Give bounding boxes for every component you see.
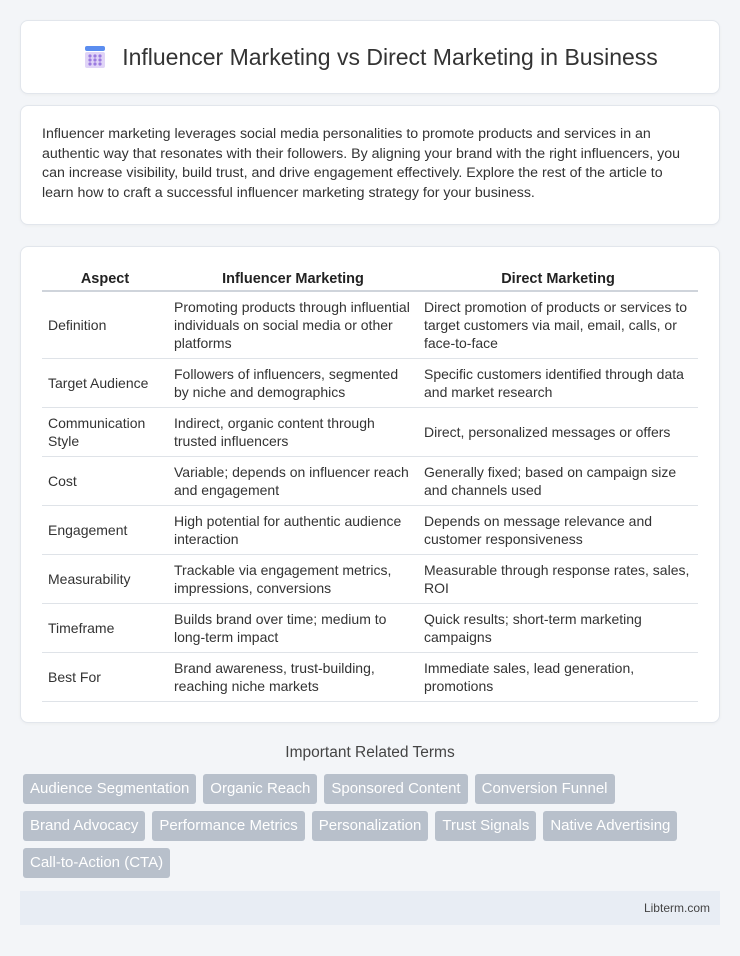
row-direct: Generally fixed; based on campaign size and channels used [418,457,698,506]
intro-paragraph: Influencer marketing leverages social media personalities to promote products and services in an authentic way that resonates with their followers. By aligning your brand with the right influencers, you can increase visibility, build trust, and drive engagement effectively. Explore the rest of the article to learn how to craft a successful influencer marketing strategy for your business. [20,105,720,225]
table-row [42,292,698,359]
comparison-table-card [20,246,720,723]
related-term-tag[interactable]: Call-to-Action (CTA) [23,848,170,878]
table-row [42,457,698,506]
related-term-tag[interactable]: Performance Metrics [152,811,304,841]
related-term-tag[interactable]: Trust Signals [435,811,536,841]
footer-site-link[interactable]: Libterm.com [643,901,710,915]
page-title: Influencer Marketing vs Direct Marketing in Business [122,43,658,70]
row-aspect: Communication Style [42,408,168,457]
table-row [42,604,698,653]
header-aspect: Aspect [42,267,168,292]
row-influencer: Builds brand over time; medium to long-term impact [168,604,418,653]
row-aspect: Engagement [42,506,168,555]
header-direct: Direct Marketing [418,267,698,292]
table-row [42,359,698,408]
related-term-tag[interactable]: Conversion Funnel [475,774,615,804]
table-row [42,653,698,702]
row-aspect: Timeframe [42,604,168,653]
row-influencer: Followers of influencers, segmented by niche and demographics [168,359,418,408]
row-direct: Direct, personalized messages or offers [418,408,698,457]
header-card [20,20,720,94]
related-term-tag[interactable]: Personalization [312,811,429,841]
stacked-grid-icon [82,44,108,70]
related-term-tag[interactable]: Audience Segmentation [23,774,196,804]
row-aspect: Best For [42,653,168,702]
footer [20,891,720,925]
row-influencer: Brand awareness, trust-building, reaching niche markets [168,653,418,702]
table-row [42,408,698,457]
related-term-tag[interactable]: Sponsored Content [324,774,467,804]
row-direct: Immediate sales, lead generation, promotions [418,653,698,702]
row-direct: Depends on message relevance and customer responsiveness [418,506,698,555]
header-influencer: Influencer Marketing [168,267,418,292]
table-header-row [42,267,698,292]
row-aspect: Cost [42,457,168,506]
table-row [42,506,698,555]
related-terms-list [20,774,720,878]
row-direct: Quick results; short-term marketing campaigns [418,604,698,653]
row-influencer: Trackable via engagement metrics, impressions, conversions [168,555,418,604]
related-terms-title: Important Related Terms [285,744,455,761]
row-aspect: Definition [42,292,168,359]
comparison-table [42,267,698,702]
row-direct: Measurable through response rates, sales, ROI [418,555,698,604]
row-direct: Direct promotion of products or services to target customers via mail, email, calls, or face-to-face [418,292,698,359]
related-term-tag[interactable]: Brand Advocacy [23,811,145,841]
row-aspect: Measurability [42,555,168,604]
row-influencer: Variable; depends on influencer reach and engagement [168,457,418,506]
row-influencer: Promoting products through influential individuals on social media or other platforms [168,292,418,359]
row-influencer: Indirect, organic content through trusted influencers [168,408,418,457]
row-direct: Specific customers identified through data and market research [418,359,698,408]
related-term-tag[interactable]: Native Advertising [543,811,677,841]
row-influencer: High potential for authentic audience interaction [168,506,418,555]
related-term-tag[interactable]: Organic Reach [203,774,317,804]
row-aspect: Target Audience [42,359,168,408]
table-row [42,555,698,604]
